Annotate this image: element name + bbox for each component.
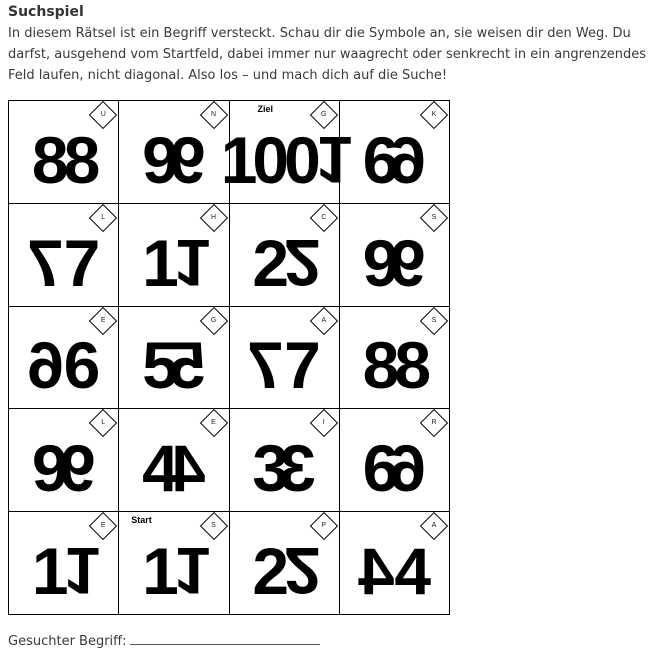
glyph-part: 6	[394, 431, 427, 506]
symbol-glyph	[340, 224, 449, 302]
grid-cell[interactable]	[340, 512, 450, 615]
grid-cell[interactable]	[230, 512, 340, 615]
glyph-part: 7	[63, 225, 96, 300]
grid-cell[interactable]	[119, 307, 229, 410]
glyph-part: 1	[173, 225, 206, 300]
glyph-part: 1	[63, 534, 96, 609]
glyph-part: 1	[220, 122, 253, 197]
grid-cell[interactable]	[220, 101, 348, 204]
symbol-glyph	[230, 224, 339, 302]
glyph-part: 6	[31, 328, 64, 403]
glyph-part: 1	[142, 225, 174, 300]
symbol-glyph	[340, 429, 449, 507]
answer-label: Gesuchter Begriff:	[8, 634, 127, 649]
cell-letter: A	[431, 522, 437, 530]
grid-cell[interactable]	[119, 409, 229, 512]
cell-letter: E	[100, 522, 106, 530]
grid-cell[interactable]	[119, 101, 229, 204]
cell-letter: E	[100, 316, 106, 324]
symbol-glyph	[9, 327, 118, 405]
symbol-glyph	[230, 429, 339, 507]
symbol-glyph	[230, 532, 339, 610]
cell-letter: R	[431, 419, 437, 427]
glyph-part: 7	[252, 328, 285, 403]
glyph-part: 5	[173, 328, 206, 403]
glyph-part: 8	[31, 122, 64, 197]
glyph-part: 0	[284, 122, 316, 197]
start-label: Start	[131, 515, 152, 526]
glyph-part: 1	[315, 122, 348, 197]
grid-cell[interactable]	[340, 307, 450, 410]
cell-letter: A	[321, 316, 327, 324]
goal-label: Ziel	[257, 104, 274, 114]
glyph-part: 9	[362, 225, 395, 300]
cell-letter: P	[321, 522, 327, 530]
glyph-part: 2	[252, 225, 285, 300]
glyph-part: 6	[394, 122, 427, 197]
symbol-glyph	[9, 532, 118, 610]
answer-line[interactable]	[130, 630, 320, 645]
symbol-glyph	[340, 121, 449, 199]
grid-cell[interactable]	[119, 512, 229, 615]
symbol-glyph	[119, 224, 228, 302]
grid-cell[interactable]	[9, 409, 119, 512]
glyph-part: 9	[142, 122, 174, 197]
grid-cell[interactable]	[9, 307, 119, 410]
symbol-glyph	[340, 327, 449, 405]
grid-cell[interactable]	[340, 101, 450, 204]
glyph-part: 8	[362, 328, 395, 403]
glyph-part: 6	[362, 122, 395, 197]
glyph-part: 7	[31, 225, 64, 300]
grid-cell[interactable]	[230, 307, 340, 410]
glyph-part: 6	[362, 431, 395, 506]
cell-letter: I	[322, 419, 325, 427]
grid-cell[interactable]	[9, 204, 119, 307]
cell-letter: G	[321, 111, 327, 118]
grid-cell[interactable]	[230, 204, 340, 307]
symbol-glyph	[9, 429, 118, 507]
grid-cell[interactable]	[119, 204, 229, 307]
cell-letter: G	[210, 316, 217, 324]
glyph-part: 0	[252, 122, 285, 197]
glyph-part: 2	[284, 534, 316, 609]
cell-letter: S	[211, 522, 216, 530]
glyph-part: 4	[173, 431, 206, 506]
grid-cell[interactable]	[340, 204, 450, 307]
cell-letter: N	[210, 111, 217, 118]
cell-letter: U	[100, 111, 106, 118]
grid-cell[interactable]	[230, 409, 340, 512]
cell-letter: E	[211, 419, 216, 427]
glyph-part: 2	[252, 534, 285, 609]
glyph-part: 4	[142, 431, 174, 506]
symbol-glyph	[119, 532, 228, 610]
glyph-part: 3	[284, 431, 316, 506]
symbol-glyph	[220, 121, 348, 199]
symbol-glyph	[9, 224, 118, 302]
glyph-part: 6	[63, 328, 96, 403]
cell-letter: C	[321, 213, 327, 221]
glyph-part: 4	[394, 534, 427, 609]
cell-letter: K	[431, 111, 437, 118]
glyph-part: 5	[142, 328, 174, 403]
glyph-part: 9	[63, 431, 96, 506]
glyph-part: 7	[284, 328, 316, 403]
glyph-part: 9	[394, 225, 427, 300]
cell-letter: L	[101, 419, 106, 427]
glyph-part: 1	[142, 534, 174, 609]
glyph-part: 8	[394, 328, 427, 403]
cell-letter: S	[431, 213, 437, 221]
glyph-part: 1	[173, 534, 206, 609]
answer-area	[8, 630, 320, 649]
page-title: Suchspiel	[8, 4, 84, 20]
cell-letter: S	[431, 316, 437, 324]
grid-cell[interactable]	[9, 101, 119, 204]
glyph-part: 9	[173, 122, 206, 197]
symbol-glyph	[9, 121, 118, 199]
instructions-text: In diesem Rätsel ist ein Begriff versteckt. Schau dir die Symbole an, sie weisen dir den Weg. Du darfst, ausgehend vom Startfeld, dabei immer nur waagrecht oder senkrecht in ein angrenzendes Feld laufen, nicht diagonal. Also los – und mach dich auf die Suche!	[8, 26, 647, 83]
symbol-glyph	[340, 532, 449, 610]
symbol-glyph	[119, 121, 228, 199]
glyph-part: 2	[284, 225, 316, 300]
symbol-glyph	[119, 429, 228, 507]
glyph-part: 8	[63, 122, 96, 197]
glyph-part: 3	[252, 431, 285, 506]
glyph-part: 4	[362, 534, 395, 609]
symbol-glyph	[230, 327, 339, 405]
symbol-glyph	[119, 327, 228, 405]
cell-letter: L	[101, 213, 106, 221]
grid-cell[interactable]	[9, 512, 119, 615]
grid-cell[interactable]	[340, 409, 450, 512]
glyph-part: 1	[31, 534, 64, 609]
cell-letter: H	[210, 213, 217, 221]
glyph-part: 9	[31, 431, 64, 506]
puzzle-grid	[8, 100, 450, 615]
